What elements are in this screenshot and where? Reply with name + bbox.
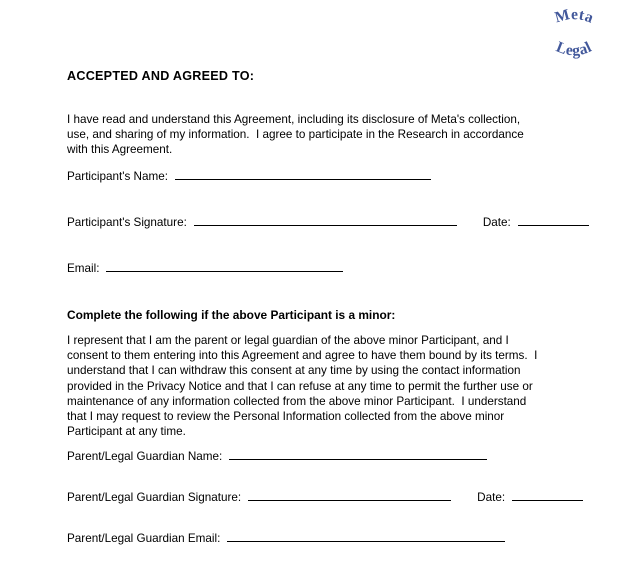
participant-signature-input[interactable] — [194, 214, 457, 226]
minor-paragraph: I represent that I am the parent or legal guardian of the above minor Participant, and I consent to them entering into this Agreement and agree to have them bound by its terms. I understand that I can withdraw this consent at any time by using the contact information provided in the Privacy Notice and that I can refuse at any time to permit the further use or maintenance of any information collected from the above minor Participant. I understand that I may request to review the Personal Information collected from the above minor Participant at any time. — [67, 334, 541, 439]
participant-email-input[interactable] — [106, 260, 343, 272]
guardian-name-field[interactable] — [67, 448, 487, 465]
participant-email-label: Email: — [67, 262, 100, 275]
guardian-date-label: Date: — [477, 491, 506, 504]
participant-signature-label: Participant's Signature: — [67, 216, 187, 229]
guardian-email-label: Parent/Legal Guardian Email: — [67, 532, 221, 545]
guardian-signature-input[interactable] — [248, 489, 451, 501]
guardian-name-label: Parent/Legal Guardian Name: — [67, 450, 223, 463]
guardian-email-input[interactable] — [227, 530, 505, 542]
participant-signature-field[interactable] — [67, 214, 589, 231]
guardian-date-input[interactable] — [512, 489, 583, 501]
stamp-top-text: Meta — [552, 6, 596, 27]
consent-paragraph: I have read and understand this Agreement, including its disclosure of Meta's collection, use, and sharing of my information. I agree to participate in the Research in accordance with this Agreement. — [67, 113, 527, 157]
participant-date-label: Date: — [482, 216, 511, 229]
guardian-email-field[interactable] — [67, 530, 505, 547]
participant-name-field[interactable] — [67, 168, 431, 185]
guardian-signature-field[interactable] — [67, 489, 583, 506]
participant-name-label: Participant's Name: — [67, 170, 168, 183]
page-title: ACCEPTED AND AGREED TO: — [67, 69, 255, 83]
guardian-name-input[interactable] — [229, 448, 487, 460]
minor-section-heading: Complete the following if the above Participant is a minor: — [67, 308, 396, 322]
participant-date-input[interactable] — [518, 214, 589, 226]
participant-email-field[interactable] — [67, 260, 343, 277]
stamp-bottom-text: Legal — [553, 38, 595, 60]
meta-legal-stamp — [519, 0, 629, 70]
guardian-signature-label: Parent/Legal Guardian Signature: — [67, 491, 242, 504]
participant-name-input[interactable] — [175, 168, 431, 180]
